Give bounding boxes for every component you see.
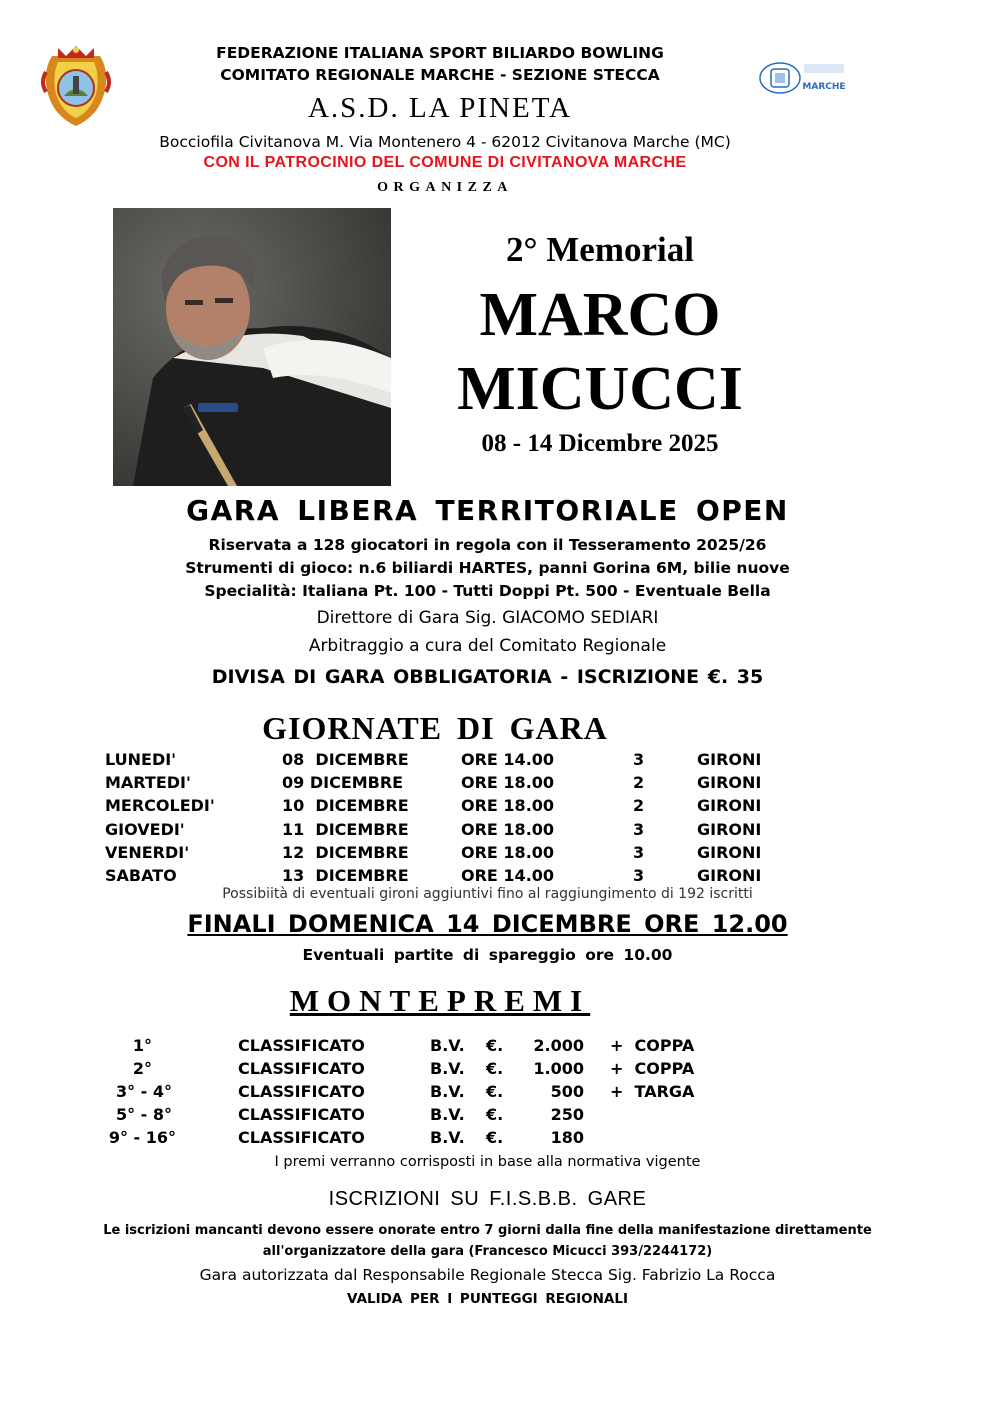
schedule-count: 3 [633,820,645,839]
equipment-line: Strumenti di gioco: n.6 biliardi HARTES, panni Gorina 6M, bilie nuove [185,559,790,577]
prize-type: B.V. [430,1036,465,1055]
prize-currency: €. [486,1082,504,1101]
prize-place: 5° - 8° [115,1105,172,1124]
refereeing-line: Arbitraggio a cura del Comitato Regionale [308,636,667,656]
prize-extra: + COPPA [610,1036,695,1055]
valid-points-line: VALIDA PER I PUNTEGGI REGIONALI [347,1291,628,1307]
schedule-day: MERCOLEDI' [105,796,215,815]
playoff-line: Eventuali partite di spareggio ore 10.00 [302,946,673,964]
schedule-time: ORE 14.00 [461,866,555,885]
prize-label: CLASSIFICATO [238,1128,365,1147]
federation-name: FEDERAZIONE ITALIANA SPORT BILIARDO BOWLING [216,44,664,62]
logo-text: MARCHE [802,82,846,92]
director-line: Direttore di Gara Sig. GIACOMO SEDIARI [316,608,659,628]
schedule-date: 08 DICEMBRE [282,750,409,769]
honoree-first-name: MARCO [479,281,721,349]
schedule-label: GIRONI [697,773,762,792]
schedule-row [0,796,992,819]
schedule-count: 3 [633,843,645,862]
schedule-count: 3 [633,750,645,769]
prize-type: B.V. [430,1059,465,1078]
schedule-date: 10 DICEMBRE [282,796,409,815]
schedule-row [0,773,992,796]
schedule-day: LUNEDI' [105,750,177,769]
schedule-count: 3 [633,866,645,885]
schedule-day: MARTEDI' [105,773,191,792]
prize-amount: 1.000 [533,1059,584,1078]
prize-amount: 2.000 [533,1036,584,1055]
prize-place: 2° [132,1059,152,1078]
prize-label: CLASSIFICATO [238,1105,365,1124]
schedule-label: GIRONI [697,796,762,815]
authorization-line: Gara autorizzata dal Responsabile Regionale Stecca Sig. Fabrizio La Rocca [199,1266,776,1284]
missing-registrations-note [60,1220,915,1262]
prize-type: B.V. [430,1082,465,1101]
prize-row [0,1059,992,1082]
prize-amount: 180 [550,1128,584,1147]
schedule-date: 12 DICEMBRE [282,843,409,862]
schedule-row [0,820,992,843]
event-dates: 08 - 14 Dicembre 2025 [481,430,719,457]
schedule-label: GIRONI [697,750,762,769]
committee-name: COMITATO REGIONALE MARCHE - SEZIONE STECCA [220,66,660,84]
prize-label: CLASSIFICATO [238,1059,365,1078]
missing-note-line-2: all'organizzatore della gara (Francesco Micucci 393/2244172) [262,1244,713,1259]
schedule-time: ORE 18.00 [461,796,555,815]
prize-row [0,1105,992,1128]
club-name: A.S.D. LA PINETA [307,92,573,124]
schedule-row [0,843,992,866]
prizes-note: I premi verranno corrisposti in base alla normativa vigente [274,1154,701,1170]
prize-label: CLASSIFICATO [238,1036,365,1055]
prize-row [0,1082,992,1105]
reserved-line: Riservata a 128 giocatori in regola con il Tesseramento 2025/26 [208,536,767,554]
organizes-label: ORGANIZZA [377,180,513,195]
finals-line: FINALI DOMENICA 14 DICEMBRE ORE 12.00 [187,910,788,938]
prize-place: 9° - 16° [108,1128,176,1147]
prize-extra: + COPPA [610,1059,695,1078]
prize-currency: €. [486,1059,504,1078]
prizes-title: MONTEPREMI [289,983,591,1018]
schedule-label: GIRONI [697,866,762,885]
schedule-date: 09 DICEMBRE [282,773,404,792]
schedule-count: 2 [633,796,645,815]
prize-row [0,1128,992,1151]
competition-title: GARA LIBERA TERRITORIALE OPEN [186,494,789,527]
schedule-title: GIORNATE DI GARA [262,710,608,746]
regional-committee-logo [758,60,848,96]
schedule-day: GIOVEDI' [105,820,185,839]
extra-groups-note: Possibiità di eventuali gironi aggiuntivi fino al raggiungimento di 192 iscritti [222,886,753,902]
schedule-time: ORE 18.00 [461,843,555,862]
schedule-time: ORE 18.00 [461,820,555,839]
prize-label: CLASSIFICATO [238,1082,365,1101]
honoree-last-name: MICUCCI [457,355,743,423]
prize-place: 1° [132,1036,152,1055]
missing-note-line-1: Le iscrizioni mancanti devono essere onorate entro 7 giorni dalla fine della manifestazione direttamente [103,1223,872,1238]
crest-logo [40,42,112,128]
uniform-fee-line: DIVISA DI GARA OBBLIGATORIA - ISCRIZIONE €. 35 [211,666,764,688]
schedule-label: GIRONI [697,843,762,862]
schedule-day: SABATO [105,866,177,885]
registrations-line: ISCRIZIONI SU F.I.S.B.B. GARE [328,1188,647,1210]
prize-row [0,1036,992,1059]
schedule-row [0,750,992,773]
patronage-line: CON IL PATROCINIO DEL COMUNE DI CIVITANOVA MARCHE [203,154,687,171]
prize-currency: €. [486,1105,504,1124]
prize-type: B.V. [430,1105,465,1124]
schedule-date: 13 DICEMBRE [282,866,409,885]
prize-place: 3° - 4° [115,1082,172,1101]
schedule-label: GIRONI [697,820,762,839]
specialty-line: Specialità: Italiana Pt. 100 - Tutti Doppi Pt. 500 - Eventuale Bella [204,582,771,600]
schedule-date: 11 DICEMBRE [282,820,409,839]
schedule-time: ORE 18.00 [461,773,555,792]
prize-amount: 250 [550,1105,584,1124]
prize-currency: €. [486,1036,504,1055]
memorial-title: 2° Memorial [506,230,694,269]
schedule-time: ORE 14.00 [461,750,555,769]
schedule-count: 2 [633,773,645,792]
player-photo [113,208,391,486]
prize-type: B.V. [430,1128,465,1147]
prize-extra: + TARGA [610,1082,695,1101]
schedule-day: VENERDI' [105,843,190,862]
club-address: Bocciofila Civitanova M. Via Montenero 4 - 62012 Civitanova Marche (MC) [159,133,731,151]
prize-amount: 500 [550,1082,584,1101]
prize-currency: €. [486,1128,504,1147]
